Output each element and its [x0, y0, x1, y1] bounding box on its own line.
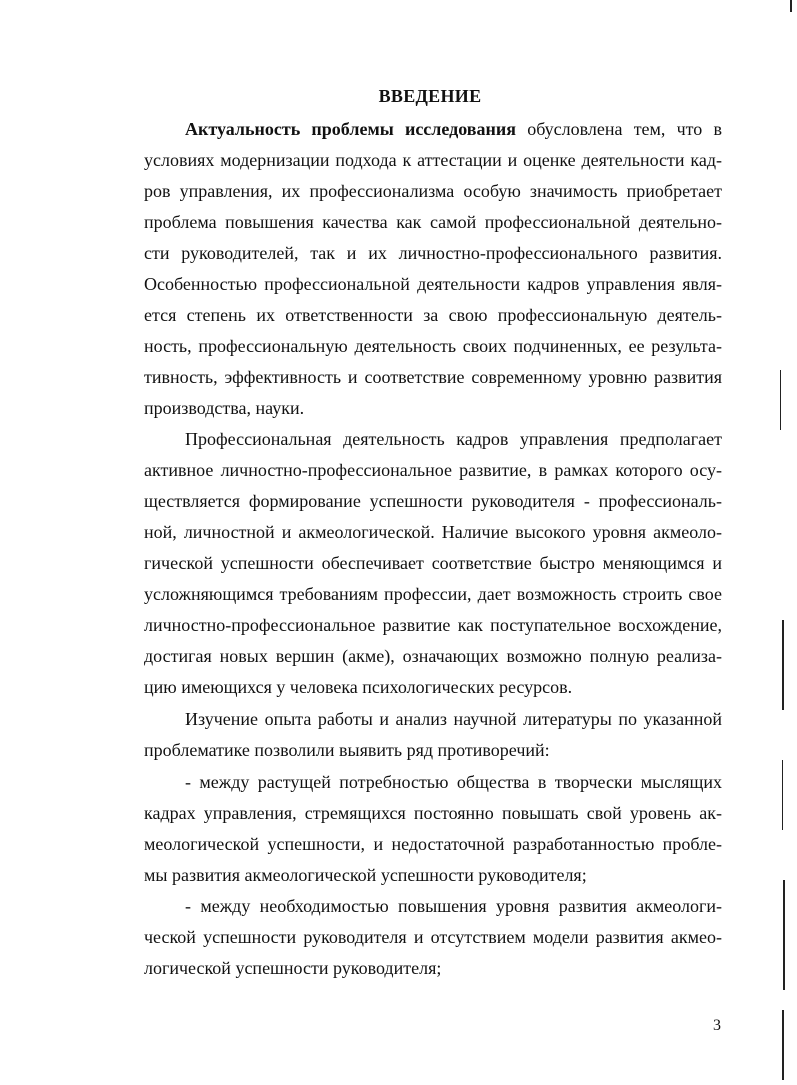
list-item-line: - между растущей потребностью общества в творчески мыслящих: [185, 772, 722, 792]
list-item-line: - между необходимостью повышения уровня развития акмеологи-: [185, 896, 722, 916]
text-line: гической успешности обеспечивает соответствие быстро меняющимся и: [144, 553, 722, 573]
text-line: мы развития акмеологической успешности руководителя;: [144, 865, 587, 885]
text-line: цию имеющихся у человека психологических ресурсов.: [144, 677, 573, 697]
text-line: достигая новых вершин (акме), означающих возможно полную реализа-: [144, 646, 722, 666]
text-line: ной, личностной и акмеологической. Наличие высокого уровня акмеоло-: [144, 522, 722, 542]
text-line: личностно-профессиональное развитие как поступательное восхождение,: [144, 615, 722, 635]
text-line: ществляется формирование успешности руководителя - профессиональ-: [144, 491, 722, 511]
text-line: Изучение опыта работы и анализ научной литературы по указанной: [185, 709, 722, 729]
text-line: ется степень их ответственности за свою профессиональную деятель-: [144, 305, 722, 325]
text-line: кадрах управления, стремящихся постоянно повышать свой уровень ак-: [144, 803, 722, 823]
text-line: ров управления, их профессионализма особую значимость приобретает: [144, 181, 722, 201]
text-line: проблема повышения качества как самой профессиональной деятельно-: [144, 212, 722, 232]
text-line: ность, профессиональную деятельность своих подчиненных, ее результа-: [144, 336, 722, 356]
text-line: сти руководителей, так и их личностно-профессионального развития.: [144, 243, 722, 263]
text-line: Особенностью профессиональной деятельности кадров управления явля-: [144, 274, 722, 294]
scan-edge-mark: [790, 0, 792, 12]
scan-edge-mark: [782, 620, 784, 710]
section-title: ВВЕДЕНИЕ: [378, 86, 482, 106]
scan-edge-mark: [782, 1010, 784, 1080]
scan-edge-mark: [780, 370, 781, 430]
page-number: 3: [713, 1017, 721, 1034]
text-line: проблематике позволили выявить ряд противоречий:: [144, 740, 550, 760]
text-line: [185, 118, 722, 140]
text-line: Профессиональная деятельность кадров управления предполагает: [185, 429, 722, 449]
text-line: усложняющимся требованиям профессии, дает возможность строить свое: [144, 584, 722, 604]
scan-edge-mark: [782, 760, 783, 830]
bold-lead: Актуальность проблемы исследования: [185, 119, 517, 139]
text-line: ческой успешности руководителя и отсутствием модели развития акмео-: [144, 927, 722, 947]
text-line: тивность, эффективность и соответствие современному уровню развития: [144, 367, 722, 387]
text-line: активное личностно-профессиональное развитие, в рамках которого осу-: [144, 460, 722, 480]
text-line-rest: обусловлена тем, что в: [516, 119, 722, 139]
text-line: производства, науки.: [144, 398, 305, 418]
text-line: условиях модернизации подхода к аттестации и оценке деятельности кад-: [144, 150, 722, 170]
text-line: меологической успешности, и недостаточной разработанностью пробле-: [144, 834, 722, 854]
text-line: логической успешности руководителя;: [144, 958, 442, 978]
scan-edge-mark: [783, 880, 785, 990]
